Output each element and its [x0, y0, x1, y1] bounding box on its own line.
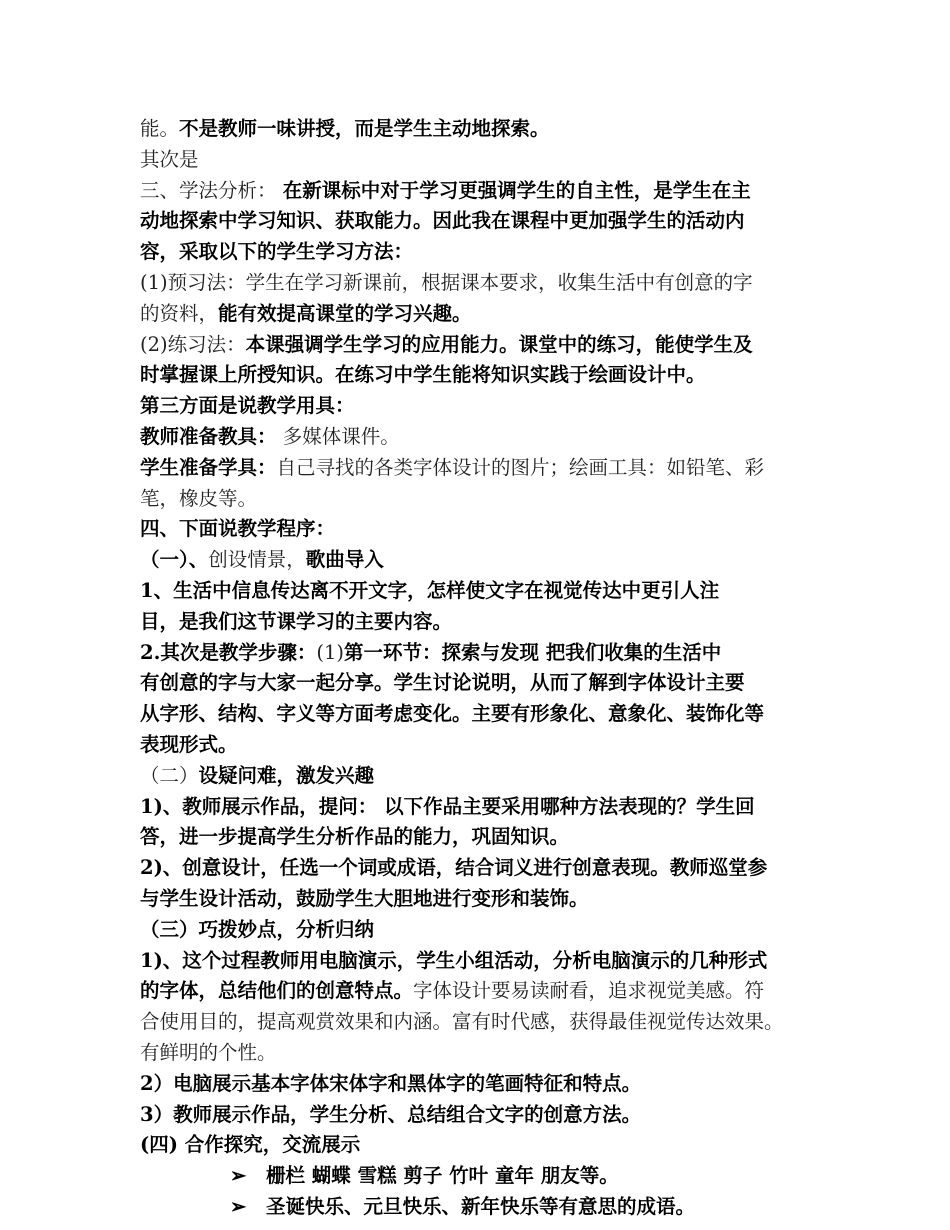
text-segment: 1)、这个过程教师用电脑演示，学生小组活动，分析电脑演示的几种形式 [140, 948, 768, 972]
text-segment: 3）教师展示作品，学生分析、总结组合文字的创意方法。 [140, 1102, 642, 1126]
text-segment: 能有效提高课堂的学习兴趣。 [218, 301, 472, 325]
text-segment: 时掌握课上所授知识。在练习中学生能将知识实践于绘画设计中。 [140, 363, 706, 387]
text-line [140, 360, 820, 391]
text-segment: 其次是 [140, 147, 199, 171]
text-line [140, 638, 820, 669]
text-line [140, 853, 820, 884]
text-line [140, 422, 820, 453]
text-line [140, 330, 820, 361]
text-segment: (四) 合作探究，交流展示 [140, 1133, 361, 1157]
text-segment: 第一环节：探索与发现 把我们收集的生活中 [343, 640, 722, 664]
text-line [140, 545, 820, 576]
text-segment: 有创意的字与大家一起分享。学生讨论说明，从而了解到字体设计主要 [140, 671, 745, 695]
text-line [140, 699, 820, 730]
text-segment: 笔，橡皮等。 [140, 486, 258, 510]
text-segment: 能。 [140, 117, 180, 140]
text-line [140, 730, 820, 761]
text-line [140, 1069, 820, 1100]
text-segment: 表现形式。 [140, 732, 238, 756]
text-segment: 第三方面是说教学用具： [140, 394, 355, 418]
text-segment: 学生准备学具： [140, 455, 277, 479]
text-line [140, 884, 820, 915]
text-line [140, 1038, 820, 1069]
text-line [140, 299, 820, 330]
arrow-bullet-icon: ➢ [230, 1194, 247, 1218]
bullet-item [140, 1161, 820, 1192]
text-line [140, 176, 820, 207]
bullet-text: 圣诞快乐、元旦快乐、新年快乐等有意思的成语。 [266, 1194, 696, 1218]
text-line [140, 761, 820, 792]
text-line [140, 976, 820, 1007]
text-segment: 有鲜明的个性。 [140, 1040, 277, 1064]
text-segment: 答，进一步提高学生分析作品的能力，巩固知识。 [140, 825, 570, 849]
bullet-text: 栅栏 蝴蝶 雪糕 剪子 竹叶 童年 朋友等。 [266, 1164, 619, 1188]
text-segment: (1)预习法：学生在学习新课前，根据课本要求，收集生活中有创意的字 [140, 270, 753, 294]
text-segment: 歌曲导入 [305, 548, 384, 572]
text-line [140, 607, 820, 638]
text-segment: 设疑问难，激发兴趣 [198, 763, 375, 787]
text-segment: 多媒体课件。 [276, 424, 400, 448]
text-line [140, 1100, 820, 1131]
text-segment: 三、学法分析： [140, 178, 283, 202]
text-segment: 本课强调学生学习的应用能力。课堂中的练习，能使学生及 [245, 332, 753, 356]
text-line [140, 268, 820, 299]
text-line [140, 668, 820, 699]
text-line [140, 484, 820, 515]
text-line [140, 1130, 820, 1161]
text-line [140, 946, 820, 977]
text-segment: 四、下面说教学程序： [140, 517, 336, 541]
text-segment: 创设情景， [208, 548, 306, 572]
text-line [140, 114, 820, 145]
document-body [140, 114, 820, 1223]
text-line [140, 453, 820, 484]
bullet-item [140, 1192, 820, 1223]
text-segment: 的资料， [140, 301, 219, 325]
text-line [140, 792, 820, 823]
text-line [140, 391, 820, 422]
text-segment: 字体设计要易读耐看，追求视觉美感。符 [413, 979, 765, 1003]
text-segment: （一）、 [140, 548, 209, 572]
text-segment: (1) [316, 640, 344, 664]
arrow-bullet-icon: ➢ [230, 1164, 247, 1188]
text-segment: 不是教师一味讲授，而是学生主动地探索。 [179, 117, 550, 140]
text-segment: 目，是我们这节课学习的主要内容。 [140, 609, 453, 633]
text-line [140, 1007, 820, 1038]
text-segment: 1)、教师展示作品，提问： 以下作品主要采用哪种方法表现的？学生回 [140, 794, 755, 818]
text-segment: 动地探索中学习知识、获取能力。因此我在课程中更加强学生的活动内 [140, 209, 745, 233]
text-line [140, 822, 820, 853]
text-line [140, 206, 820, 237]
text-segment: 在新课标中对于学习更强调学生的自主性，是学生在主 [282, 178, 751, 202]
text-segment: 教师准备教具： [140, 424, 277, 448]
text-segment: 1、生活中信息传达离不开文字，怎样使文字在视觉传达中更引人注 [140, 578, 720, 602]
text-segment: 合使用目的，提高观赏效果和内涵。富有时代感，获得最佳视觉传达效果。 [140, 1010, 784, 1034]
text-line [140, 145, 820, 176]
text-segment: （三）巧拨妙点，分析归纳 [140, 917, 375, 941]
text-segment: 2.其次是教学步骤： [140, 640, 317, 664]
text-segment: （二） [140, 763, 199, 787]
text-segment: 的字体，总结他们的创意特点。 [140, 979, 414, 1003]
text-segment: 从字形、结构、字义等方面考虑变化。主要有形象化、意象化、装饰化等 [140, 702, 765, 726]
text-line [140, 576, 820, 607]
text-segment: (2)练习法： [140, 332, 246, 356]
text-line [140, 915, 820, 946]
text-segment: 2）电脑展示基本字体宋体字和黑体字的笔画特征和特点。 [140, 1071, 642, 1095]
text-line [140, 237, 820, 268]
text-segment: 2)、创意设计，任选一个词或成语，结合词义进行创意表现。教师巡堂参 [140, 856, 768, 880]
text-segment: 容，采取以下的学生学习方法： [140, 240, 414, 264]
text-segment: 与学生设计活动，鼓励学生大胆地进行变形和装饰。 [140, 886, 589, 910]
text-segment: 自己寻找的各类字体设计的图片；绘画工具：如铅笔、彩 [276, 455, 765, 479]
text-line [140, 514, 820, 545]
